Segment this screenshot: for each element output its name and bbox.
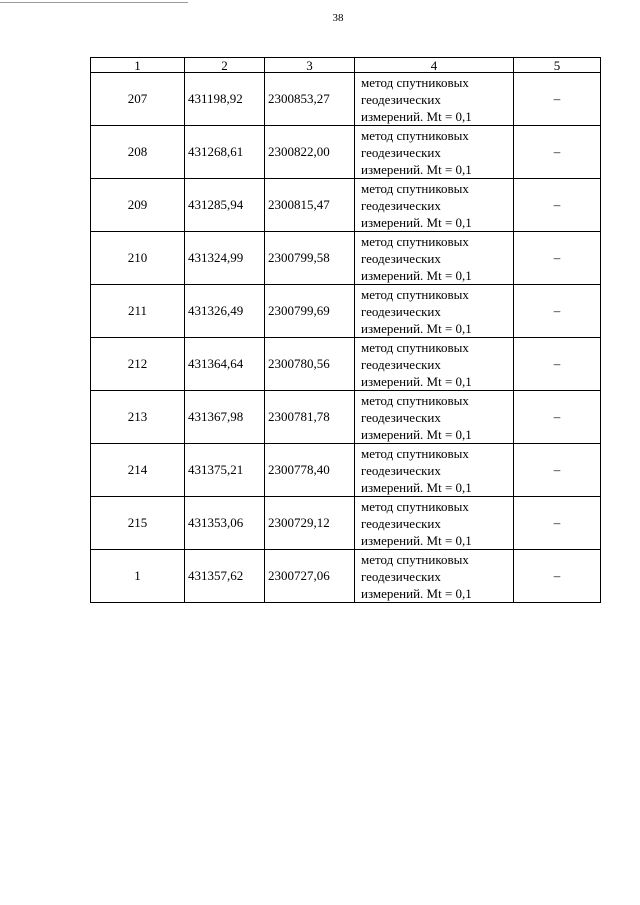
method-cell [355, 126, 514, 179]
method-cell [355, 391, 514, 444]
column-header: 1 [91, 58, 185, 73]
method-line: метод спутниковых [361, 74, 469, 90]
method-cell [355, 497, 514, 550]
table-row [91, 497, 601, 550]
method-line: измерений. Mt = 0,1 [361, 161, 472, 177]
x-coordinate-cell: 431324,99 [185, 232, 265, 285]
table-row [91, 232, 601, 285]
column-header: 2 [185, 58, 265, 73]
method-line: измерений. Mt = 0,1 [361, 373, 472, 389]
method-line: измерений. Mt = 0,1 [361, 108, 472, 124]
page-number: 38 [332, 12, 344, 24]
method-line: метод спутниковых [361, 392, 469, 408]
x-coordinate-cell: 431285,94 [185, 179, 265, 232]
point-number-cell: 1 [91, 550, 185, 603]
method-line: метод спутниковых [361, 180, 469, 196]
header-row [91, 58, 601, 73]
y-coordinate-cell: 2300778,40 [265, 444, 355, 497]
method-line: измерений. Mt = 0,1 [361, 532, 472, 548]
note-cell: – [514, 338, 601, 391]
note-cell: – [514, 179, 601, 232]
note-cell: – [514, 391, 601, 444]
method-line: метод спутниковых [361, 498, 469, 514]
table-row [91, 550, 601, 603]
method-line: геодезических [361, 462, 441, 478]
top-rule [0, 2, 188, 3]
column-header: 3 [265, 58, 355, 73]
x-coordinate-cell: 431375,21 [185, 444, 265, 497]
method-line: геодезических [361, 568, 441, 584]
y-coordinate-cell: 2300780,56 [265, 338, 355, 391]
y-coordinate-cell: 2300822,00 [265, 126, 355, 179]
x-coordinate-cell: 431367,98 [185, 391, 265, 444]
method-line: измерений. Mt = 0,1 [361, 479, 472, 495]
table-row [91, 391, 601, 444]
note-cell: – [514, 497, 601, 550]
method-cell [355, 179, 514, 232]
x-coordinate-cell: 431326,49 [185, 285, 265, 338]
y-coordinate-cell: 2300729,12 [265, 497, 355, 550]
method-line: геодезических [361, 356, 441, 372]
method-line: геодезических [361, 303, 441, 319]
note-cell: – [514, 73, 601, 126]
method-line: геодезических [361, 91, 441, 107]
y-coordinate-cell: 2300781,78 [265, 391, 355, 444]
method-line: геодезических [361, 250, 441, 266]
point-number-cell: 208 [91, 126, 185, 179]
note-cell: – [514, 285, 601, 338]
point-number-cell: 211 [91, 285, 185, 338]
method-line: геодезических [361, 409, 441, 425]
y-coordinate-cell: 2300727,06 [265, 550, 355, 603]
table-row [91, 444, 601, 497]
method-line: метод спутниковых [361, 445, 469, 461]
note-cell: – [514, 550, 601, 603]
y-coordinate-cell: 2300853,27 [265, 73, 355, 126]
note-cell: – [514, 126, 601, 179]
y-coordinate-cell: 2300799,58 [265, 232, 355, 285]
column-header: 5 [514, 58, 601, 73]
table-row [91, 285, 601, 338]
method-cell [355, 550, 514, 603]
y-coordinate-cell: 2300815,47 [265, 179, 355, 232]
point-number-cell: 212 [91, 338, 185, 391]
point-number-cell: 214 [91, 444, 185, 497]
point-number-cell: 207 [91, 73, 185, 126]
x-coordinate-cell: 431357,62 [185, 550, 265, 603]
method-cell [355, 285, 514, 338]
column-header: 4 [355, 58, 514, 73]
method-line: измерений. Mt = 0,1 [361, 267, 472, 283]
method-cell [355, 73, 514, 126]
method-line: геодезических [361, 197, 441, 213]
method-line: геодезических [361, 144, 441, 160]
table-row [91, 179, 601, 232]
table-body [91, 73, 601, 603]
method-line: метод спутниковых [361, 339, 469, 355]
method-line: метод спутниковых [361, 551, 469, 567]
point-number-cell: 213 [91, 391, 185, 444]
y-coordinate-cell: 2300799,69 [265, 285, 355, 338]
note-cell: – [514, 444, 601, 497]
table-row [91, 126, 601, 179]
x-coordinate-cell: 431198,92 [185, 73, 265, 126]
method-line: метод спутниковых [361, 127, 469, 143]
x-coordinate-cell: 431353,06 [185, 497, 265, 550]
table-row [91, 338, 601, 391]
x-coordinate-cell: 431268,61 [185, 126, 265, 179]
method-cell [355, 338, 514, 391]
method-cell [355, 444, 514, 497]
point-number-cell: 210 [91, 232, 185, 285]
method-line: геодезических [361, 515, 441, 531]
method-cell [355, 232, 514, 285]
note-cell: – [514, 232, 601, 285]
method-line: измерений. Mt = 0,1 [361, 320, 472, 336]
coordinates-table [90, 57, 601, 603]
x-coordinate-cell: 431364,64 [185, 338, 265, 391]
method-line: измерений. Mt = 0,1 [361, 585, 472, 601]
method-line: метод спутниковых [361, 233, 469, 249]
method-line: измерений. Mt = 0,1 [361, 214, 472, 230]
point-number-cell: 215 [91, 497, 185, 550]
table-row [91, 73, 601, 126]
point-number-cell: 209 [91, 179, 185, 232]
method-line: измерений. Mt = 0,1 [361, 426, 472, 442]
method-line: метод спутниковых [361, 286, 469, 302]
